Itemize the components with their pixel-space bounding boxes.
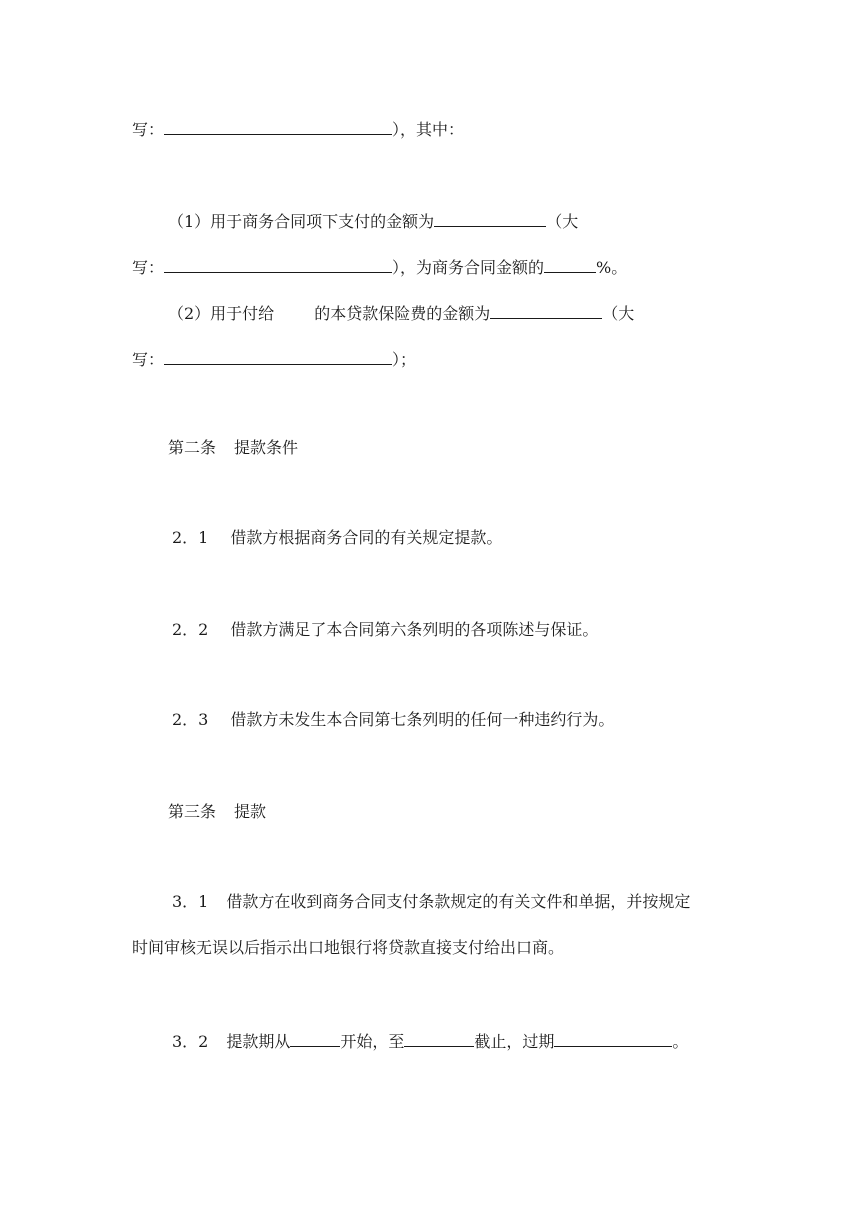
doc-line-4 [168,302,634,322]
text: （大 [546,212,579,231]
clause-3-1-continued [132,938,564,958]
article-3-heading [168,802,266,822]
clause-text: 借款方在收到商务合同支付条款规定的有关文件和单据，并按规定 [226,892,691,911]
text: 截止，过期 [474,1032,555,1051]
text: ），为商务合同金额的 [392,258,545,277]
text: 开始，至 [340,1032,405,1051]
clause-text: 借款方未发生本合同第七条列明的任何一种违约行为。 [230,710,615,729]
text: （1）用于商务合同项下支付的金额为 [168,212,435,231]
clause-2-1 [172,528,502,548]
text: 写： [132,350,165,369]
clause-2-3 [172,710,614,730]
fill-blank[interactable] [164,256,392,273]
article-title: 提款条件 [234,438,299,457]
text: 写： [132,120,165,139]
text: %。 [596,258,628,277]
clause-number: 3．2 [172,1032,209,1051]
clause-text: 借款方满足了本合同第六条列明的各项陈述与保证。 [230,620,599,639]
fill-blank[interactable] [434,210,546,227]
fill-blank[interactable] [290,1030,340,1047]
fill-blank[interactable] [404,1030,474,1047]
text: （大 [602,304,635,323]
fill-blank[interactable] [554,1030,672,1047]
text: ）； [392,350,417,369]
clause-number: 3．1 [172,892,209,911]
doc-line-1 [132,118,464,138]
article-number: 第三条 [168,802,217,821]
fill-blank[interactable] [164,118,392,135]
doc-line-2 [168,210,578,230]
text: ），其中： [392,120,465,139]
text: 。 [672,1032,689,1051]
fill-blank[interactable] [490,302,602,319]
article-number: 第二条 [168,438,217,457]
clause-2-2 [172,620,598,640]
text: 提款期从 [226,1032,291,1051]
doc-line-5 [132,348,416,368]
fill-blank[interactable] [164,348,392,365]
clause-text: 借款方根据商务合同的有关规定提款。 [230,528,503,547]
clause-3-2 [172,1030,688,1050]
clause-3-1 [172,892,690,912]
clause-number: 2．3 [172,710,209,729]
text: 写： [132,258,165,277]
clause-number: 2．2 [172,620,209,639]
article-title: 提款 [234,802,267,821]
clause-text: 时间审核无误以后指示出口地银行将贷款直接支付给出口商。 [132,938,565,957]
text: 的本贷款保险费的金额为 [314,304,491,323]
article-2-heading [168,438,298,458]
fill-blank[interactable] [544,256,596,273]
doc-line-3 [132,256,627,276]
text: （2）用于付给 [168,304,275,323]
clause-number: 2．1 [172,528,209,547]
